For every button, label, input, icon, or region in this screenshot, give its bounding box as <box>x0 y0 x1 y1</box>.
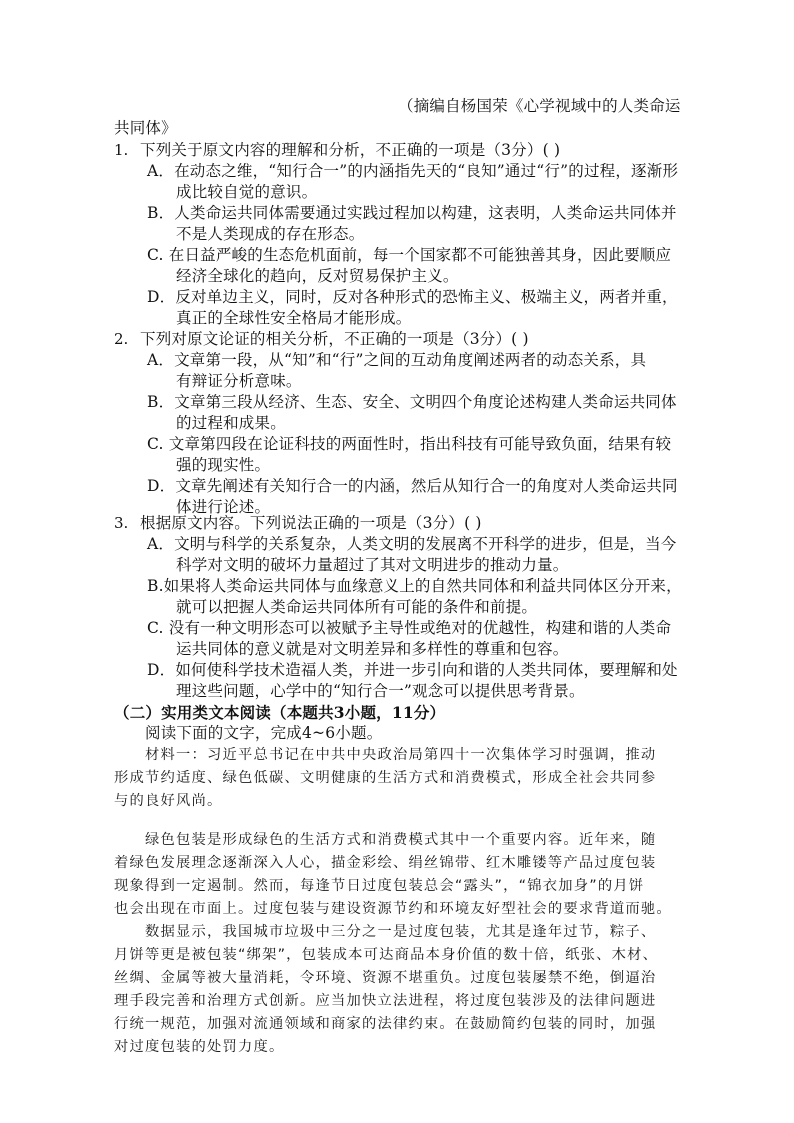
material-line: 丝绸、金属等被大量消耗，令环境、资源不堪重负。过度包装屡禁不绝，倒逼治 <box>114 970 657 986</box>
option-d-line2: 真正的全球性安全格局才能形成。 <box>176 309 412 327</box>
option-a-line2: 有辩证分析意味。 <box>176 372 302 390</box>
option-c-line1: C. 没有一种文明形态可以被赋予主导性或绝对的优越性，构建和谐的人类命 <box>147 619 672 637</box>
material-line: 理手段完善和治理方式创新。应当加快立法进程，将过度包装涉及的法律问题进 <box>114 993 657 1009</box>
option-c-line1: C. 在日益严峻的生态危机面前，每一个国家都不可能独善其身，因此要顺应 <box>147 246 672 264</box>
option-d-line2: 体进行论述。 <box>176 498 271 516</box>
option-a-line1: A．在动态之维，“知行合一”的内涵指先天的“良知”通过“行”的过程，逐渐形 <box>147 162 679 180</box>
material-line: 数据显示，我国城市垃圾中三分之一是过度包装，尤其是逢年过节，粽子、 <box>145 924 657 940</box>
option-b-line1: B.如果将人类命运共同体与血缘意义上的自然共同体和利益共同体区分开来， <box>147 577 682 595</box>
option-d-line2: 理这些问题，心学中的“知行合一”观念可以提供思考背景。 <box>176 682 585 700</box>
option-a-line2: 成比较自觉的意识。 <box>176 183 318 201</box>
material-line: 月饼等更是被包装“绑架”，包装成本可达商品本身价值的数十倍，纸张、木材、 <box>114 947 659 963</box>
material-line: 对过度包装的处罚力度。 <box>114 1039 285 1055</box>
question-number: 3. <box>114 514 129 532</box>
option-b-line2: 不是人类现成的存在形态。 <box>176 225 365 243</box>
option-a-line2: 科学对文明的破坏力量超过了其对文明进步的推动力量。 <box>176 556 569 574</box>
material-line: 着绿色发展理念逐渐深入人心，描金彩绘、绢丝锦带、红木雕镂等产品过度包装 <box>114 855 657 871</box>
option-b-line1: B．人类命运共同体需要通过实践过程加以构建，这表明，人类命运共同体并 <box>147 204 677 222</box>
option-b-line2: 就可以把握人类命运共同体所有可能的条件和前提。 <box>176 598 538 616</box>
question-number: 2. <box>114 330 129 348</box>
option-c-line2: 运共同体的意义就是对文明差异和多样性的尊重和包容。 <box>176 640 569 658</box>
material-line: 与的良好风尚。 <box>114 793 223 809</box>
option-a-line1: A．文明与科学的关系复杂，人类文明的发展离不开科学的进步，但是，当今 <box>147 535 677 553</box>
question-stem: 下列关于原文内容的理解和分析，不正确的一项是（3分）( ) <box>140 141 561 159</box>
option-c-line2: 强的现实性。 <box>176 456 271 474</box>
section-instruction: 阅读下面的文字，完成4~6小题。 <box>145 724 383 742</box>
option-d-line1: D．文章先阐述有关知行合一的内涵，然后从知行合一的角度对人类命运共同 <box>147 477 678 495</box>
source-citation-line1: （摘编自杨国荣《心学视域中的人类命运 <box>398 97 681 115</box>
material-line: 行统一规范，加强对流通领域和商家的法律约束。在鼓励简约包装的同时，加强 <box>114 1016 657 1032</box>
material-line: 现象得到一定遏制。然而，每逢节日过度包装总会“露头”，“锦衣加身”的月饼 <box>114 878 645 894</box>
question-stem: 根据原文内容。下列说法正确的一项是（3分）( ) <box>140 514 482 532</box>
question-number: 1. <box>114 141 129 159</box>
question-stem: 下列对原文论证的相关分析，不正确的一项是（3分）( ) <box>140 330 529 348</box>
source-citation-line2: 共同体》 <box>114 119 177 137</box>
material-line: 材料一：习近平总书记在中共中央政治局第四十一次集体学习时强调，推动 <box>145 747 657 763</box>
material-line: 形成节约适度、绿色低碳、文明健康的生活方式和消费模式，形成全社会共同参 <box>114 770 657 786</box>
option-b-line2: 的过程和成果。 <box>176 414 286 432</box>
material-line: 绿色包装是形成绿色的生活方式和消费模式其中一个重要内容。近年来，随 <box>145 832 657 848</box>
material-line: 也会出现在市面上。过度包装与建设资源节约和环境友好型社会的要求背道而驰。 <box>114 901 672 917</box>
option-b-line1: B．文章第三段从经济、生态、安全、文明四个角度论述构建人类命运共同体 <box>147 393 677 411</box>
option-c-line2: 经济全球化的趋向，反对贸易保护主义。 <box>176 267 459 285</box>
option-c-line1: C. 文章第四段在论证科技的两面性时，指出科技有可能导致负面，结果有较 <box>147 435 672 453</box>
option-d-line1: D．反对单边主义，同时，反对各种形式的恐怖主义、极端主义，两者并重， <box>147 288 678 306</box>
option-d-line1: D．如何使科学技术造福人类，并进一步引向和谐的人类共同体，要理解和处 <box>147 661 678 679</box>
section-heading: （二）实用类文本阅读（本题共3小题，11分） <box>114 703 446 722</box>
option-a-line1: A．文章第一段，从“知”和“行”之间的互动角度阐述两者的动态关系，具 <box>147 351 647 369</box>
